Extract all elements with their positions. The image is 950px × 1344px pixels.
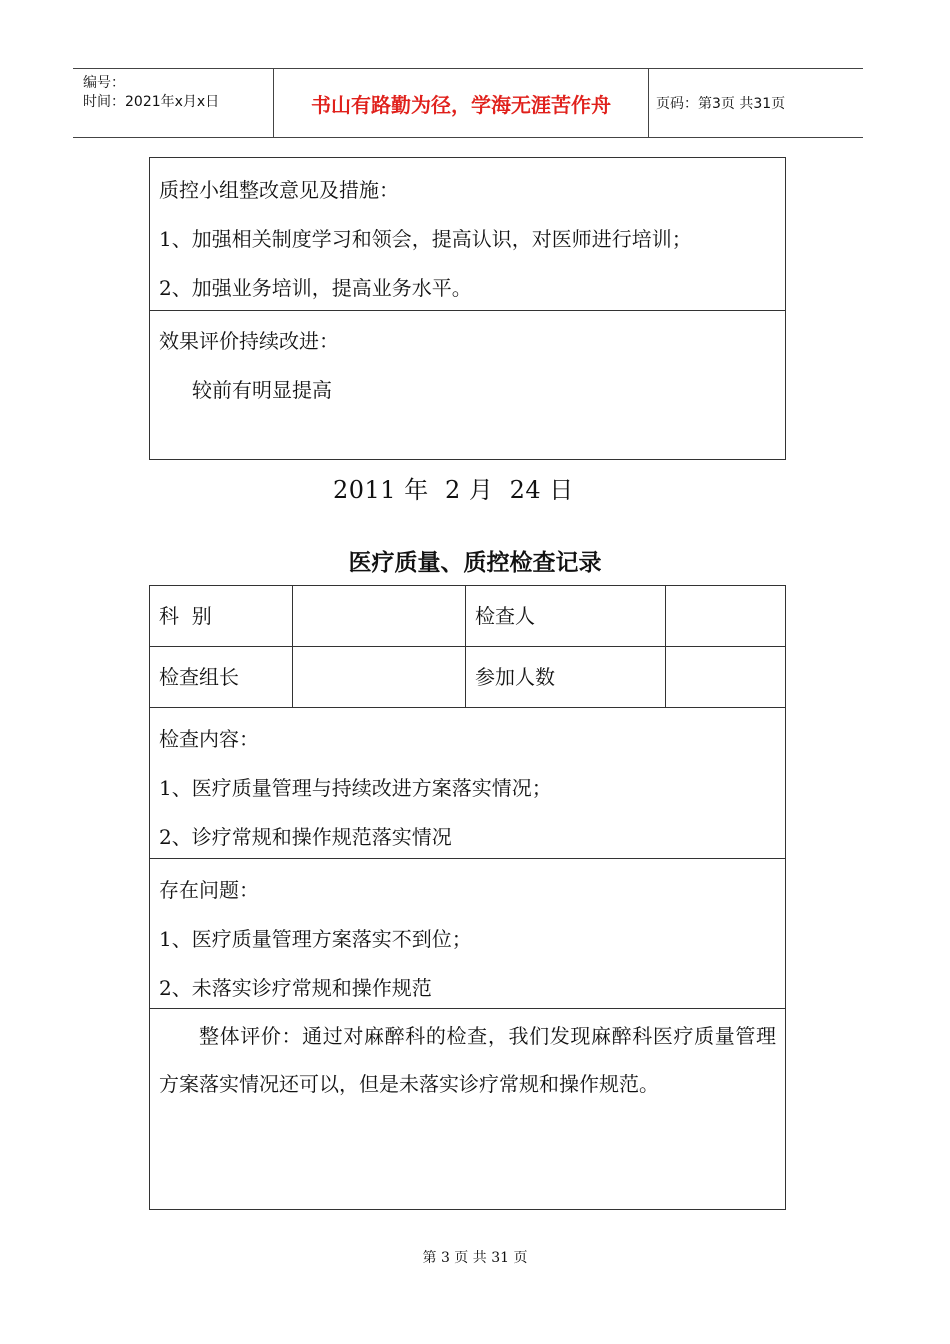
content-item-1: 1、医疗质量管理与持续改进方案落实情况； — [159, 776, 552, 800]
inspector-label-cell — [466, 586, 666, 646]
problems-title: 存在问题： — [159, 878, 259, 902]
header-meta — [73, 69, 274, 137]
table-row — [150, 586, 785, 647]
participants-value-cell — [666, 647, 785, 707]
problems-item-1: 1、医疗质量管理方案落实不到位； — [159, 927, 472, 951]
content-item-2: 2、诊疗常规和操作规范落实情况 — [159, 825, 452, 849]
dept-value-cell — [293, 586, 466, 646]
dept-label-cell — [150, 586, 293, 646]
table-row — [150, 647, 785, 708]
number-label: 编号： — [83, 75, 125, 91]
rectification-table — [149, 157, 786, 460]
rectification-title: 质控小组整改意见及措施： — [159, 178, 399, 202]
page-footer: 第 3 页 共 31 页 — [422, 1250, 528, 1266]
page-header — [73, 68, 863, 138]
rectification-item-2: 2、加强业务培训，提高业务水平。 — [159, 276, 472, 300]
header-motto: 书山有路勤为径，学海无涯苦作舟 — [274, 69, 649, 137]
dept-label: 科 别 — [159, 604, 212, 628]
rectification-item-1: 1、加强相关制度学习和领会，提高认识，对医师进行培训； — [159, 227, 692, 251]
evaluation-section — [150, 1009, 785, 1209]
inspector-value-cell — [666, 586, 785, 646]
effect-title: 效果评价持续改进： — [159, 329, 339, 353]
leader-label: 检查组长 — [159, 665, 239, 689]
record-date: 2011 年 2 月 24 日 — [333, 476, 574, 504]
problems-item-2: 2、未落实诊疗常规和操作规范 — [159, 976, 432, 1000]
time-label: 时间：2021年x月x日 — [83, 94, 220, 110]
content-section — [150, 708, 785, 859]
leader-value-cell — [293, 647, 466, 707]
header-page-info: 页码：第3页 共31页 — [656, 96, 786, 112]
inspection-table — [149, 585, 786, 1210]
participants-label: 参加人数 — [475, 665, 555, 689]
effect-body: 较前有明显提高 — [192, 378, 332, 402]
inspector-label: 检查人 — [475, 604, 535, 628]
content-title: 检查内容： — [159, 727, 259, 751]
record-title: 医疗质量、质控检查记录 — [348, 549, 602, 576]
effect-section — [150, 311, 785, 459]
problems-section — [150, 859, 785, 1009]
rectification-section — [150, 158, 785, 311]
participants-label-cell — [466, 647, 666, 707]
leader-label-cell — [150, 647, 293, 707]
evaluation-text: 整体评价：通过对麻醉科的检查，我们发现麻醉科医疗质量管理方案落实情况还可以，但是未落实诊疗常规和操作规范。 — [159, 1024, 776, 1096]
